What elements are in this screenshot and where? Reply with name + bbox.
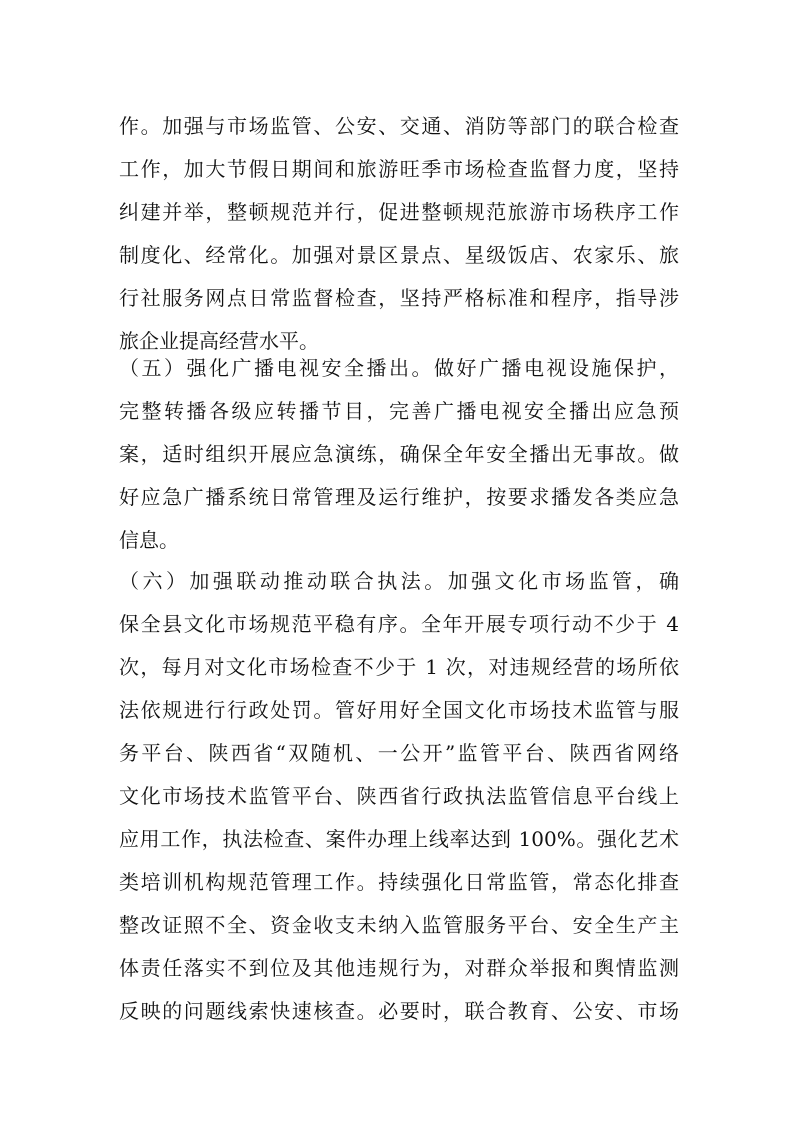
- text-line: 次，每月对文化市场检查不少于 1 次，对违规经营的场所依: [119, 655, 679, 679]
- text-line: 整改证照不全、资金收支未纳入监管服务平台、安全生产主: [119, 913, 679, 937]
- text-line: 案，适时组织开展应急演练，确保全年安全播出无事故。做: [119, 442, 679, 466]
- text-line: 文化市场技术监管平台、陕西省行政执法监管信息平台线上: [119, 784, 679, 808]
- paragraph-section-5: [119, 347, 679, 562]
- text-line: 应用工作，执法检查、案件办理上线率达到 100%。强化艺术: [119, 827, 679, 851]
- text-line: 工作，加大节假日期间和旅游旺季市场检查监督力度，坚持: [119, 157, 679, 181]
- text-line: 反映的问题线索快速核查。必要时，联合教育、公安、市场: [119, 999, 679, 1023]
- section-heading-line: （六）加强联动推动联合执法。加强文化市场监管，确: [119, 569, 679, 593]
- section-heading-line: （五）强化广播电视安全播出。做好广播电视设施保护，: [119, 356, 679, 380]
- text-line: 制度化、经常化。加强对景区景点、星级饭店、农家乐、旅: [119, 243, 679, 267]
- text-line: 法依规进行行政处罚。管好用好全国文化市场技术监管与服: [119, 698, 679, 722]
- text-line: 行社服务网点日常监督检查，坚持严格标准和程序，指导涉: [119, 286, 679, 310]
- paragraph-section-6: [119, 560, 679, 1033]
- text-line: 纠建并举，整顿规范并行，促进整顿规范旅游市场秩序工作: [119, 200, 679, 224]
- text-line: 类培训机构规范管理工作。持续强化日常监管，常态化排查: [119, 870, 679, 894]
- text-line: 保全县文化市场规范平稳有序。全年开展专项行动不少于 4: [119, 612, 679, 636]
- paragraph-continuation: [119, 105, 679, 363]
- text-line: 好应急广播系统日常管理及运行维护，按要求播发各类应急: [119, 485, 679, 509]
- text-line: 完整转播各级应转播节目，完善广播电视安全播出应急预: [119, 399, 679, 423]
- text-line: 务平台、陕西省“双随机、一公开”监管平台、陕西省网络: [119, 741, 679, 765]
- text-line: 旅企业提高经营水平。: [119, 329, 319, 353]
- text-line: 作。加强与市场监管、公安、交通、消防等部门的联合检查: [119, 114, 679, 138]
- text-line: 体责任落实不到位及其他违规行为，对群众举报和舆情监测: [119, 956, 679, 980]
- text-line: 信息。: [119, 528, 179, 552]
